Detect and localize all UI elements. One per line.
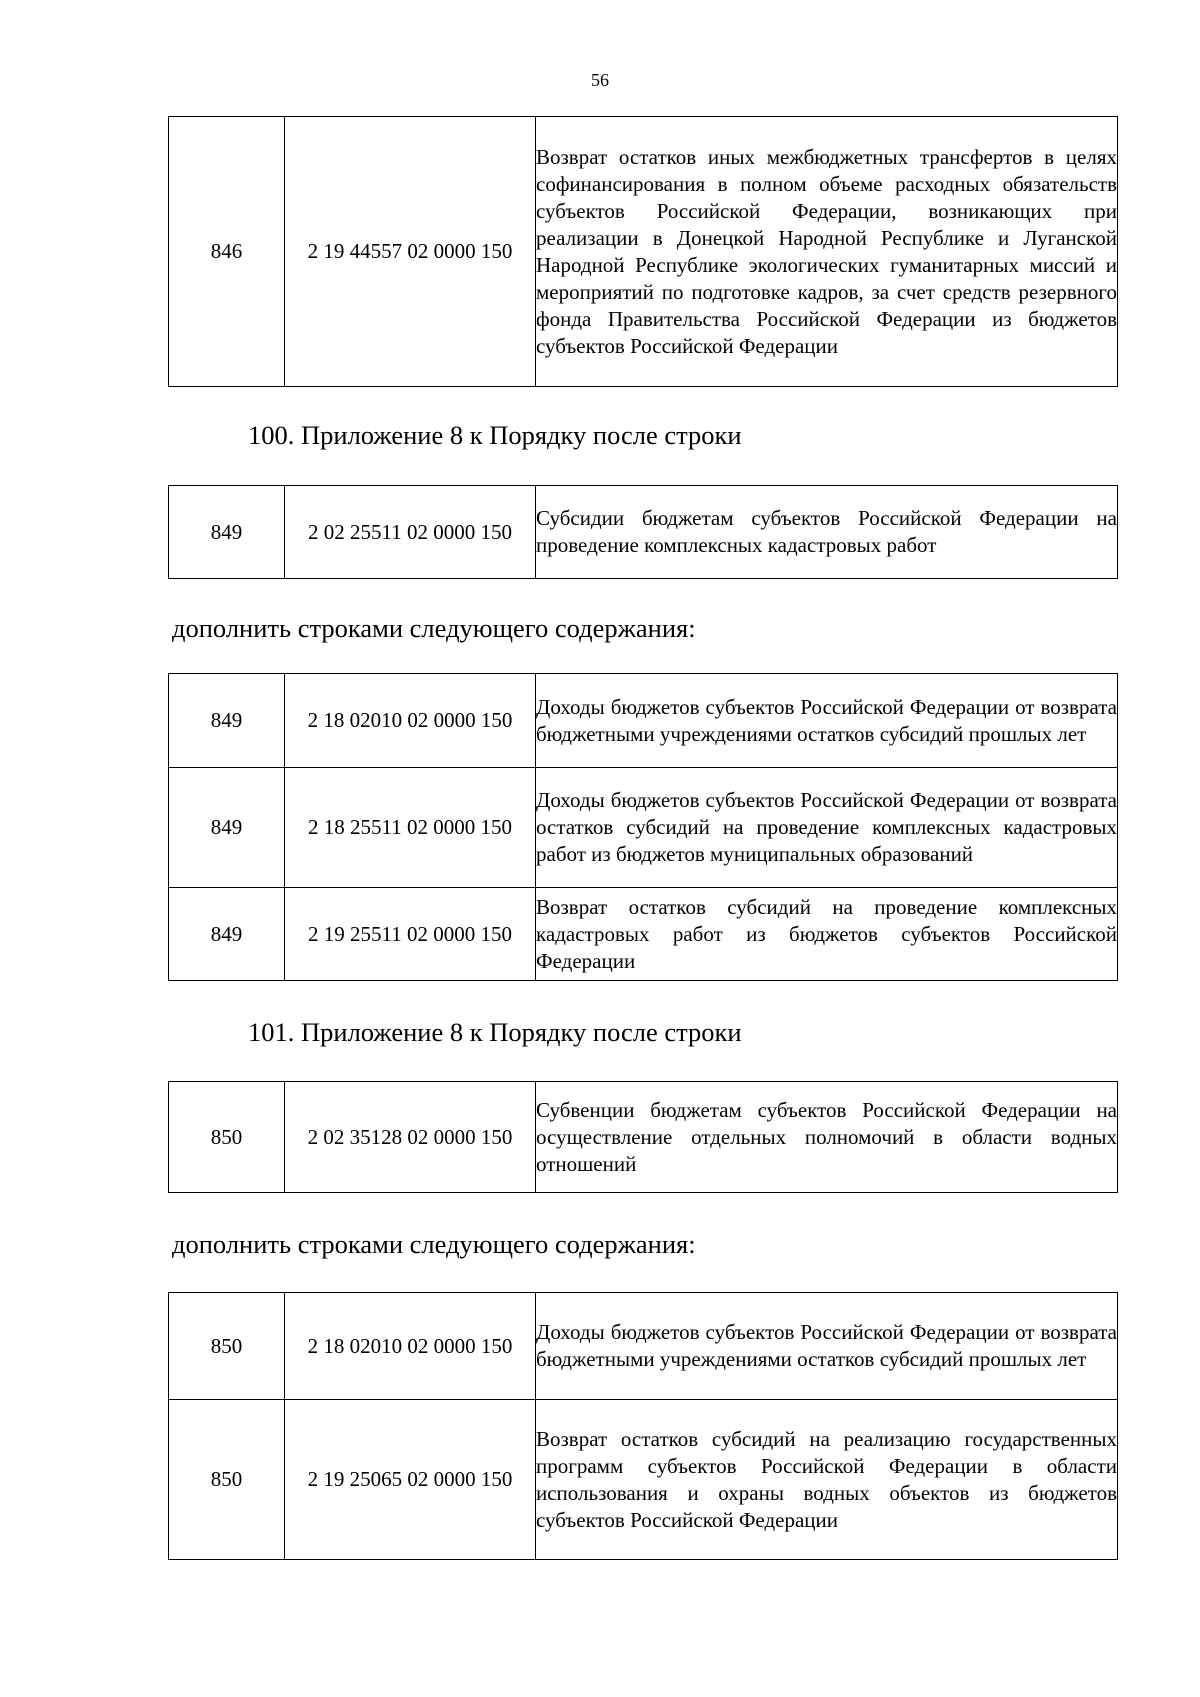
item-101-heading: 101. Приложение 8 к Порядку после строки [248,1017,742,1047]
income-name-cell: Доходы бюджетов субъектов Российской Федерации от возврата бюджетными учреждениями остатков субсидий прошлых лет [536,674,1118,768]
income-code-cell: 2 19 25511 02 0000 150 [285,888,536,981]
table-row [169,674,1118,768]
income-code-cell: 2 19 44557 02 0000 150 [285,117,536,387]
codes-table-846 [168,116,1118,387]
income-name-cell: Доходы бюджетов субъектов Российской Федерации от возврата остатков субсидий на проведение комплексных кадастровых работ из бюджетов муниципальных образований [536,768,1118,888]
codes-table-850-base [168,1081,1118,1193]
admin-code-cell: 850 [169,1400,285,1560]
income-name-cell: Возврат остатков иных межбюджетных трансфертов в целях софинансирования в полном объеме расходных обязательств субъектов Российской Федерации, возникающих при реализации в Донецкой Народной Республике и Луганской Народной Республике экологических гуманитарных миссий и мероприятий по подготовке кадров, за счет средств резервного фонда Правительства Российской Федерации из бюджетов субъектов Российской Федерации [536,117,1118,387]
admin-code-cell: 846 [169,117,285,387]
income-name-cell: Субвенции бюджетам субъектов Российской Федерации на осуществление отдельных полномочий в области водных отношений [536,1082,1118,1193]
income-name-cell: Возврат остатков субсидий на реализацию государственных программ субъектов Российской Федерации в области использования и охраны водных объектов из бюджетов субъектов Российской Федерации [536,1400,1118,1560]
admin-code-cell: 849 [169,888,285,981]
admin-code-cell: 849 [169,486,285,579]
income-code-cell: 2 18 02010 02 0000 150 [285,1293,536,1400]
supplement-instruction-2: дополнить строками следующего содержания: [172,1229,696,1259]
income-name-cell: Доходы бюджетов субъектов Российской Федерации от возврата бюджетными учреждениями остатков субсидий прошлых лет [536,1293,1118,1400]
supplement-instruction-1: дополнить строками следующего содержания: [172,613,696,643]
table-row [169,1082,1118,1193]
admin-code-cell: 849 [169,768,285,888]
income-code-cell: 2 18 25511 02 0000 150 [285,768,536,888]
admin-code-cell: 850 [169,1293,285,1400]
admin-code-cell: 849 [169,674,285,768]
income-code-cell: 2 02 35128 02 0000 150 [285,1082,536,1193]
table-row [169,1400,1118,1560]
income-code-cell: 2 19 25065 02 0000 150 [285,1400,536,1560]
codes-table-849-base [168,485,1118,579]
table-row [169,888,1118,981]
table-row [169,768,1118,888]
item-100-heading: 100. Приложение 8 к Порядку после строки [248,420,742,450]
income-name-cell: Субсидии бюджетам субъектов Российской Федерации на проведение комплексных кадастровых работ [536,486,1118,579]
codes-table-850-added [168,1292,1118,1560]
income-name-cell: Возврат остатков субсидий на проведение комплексных кадастровых работ из бюджетов субъектов Российской Федерации [536,888,1118,981]
income-code-cell: 2 18 02010 02 0000 150 [285,674,536,768]
table-row [169,1293,1118,1400]
table-row [169,486,1118,579]
table-row [169,117,1118,387]
income-code-cell: 2 02 25511 02 0000 150 [285,486,536,579]
page-number: 56 [591,70,609,90]
admin-code-cell: 850 [169,1082,285,1193]
codes-table-849-added [168,673,1118,981]
